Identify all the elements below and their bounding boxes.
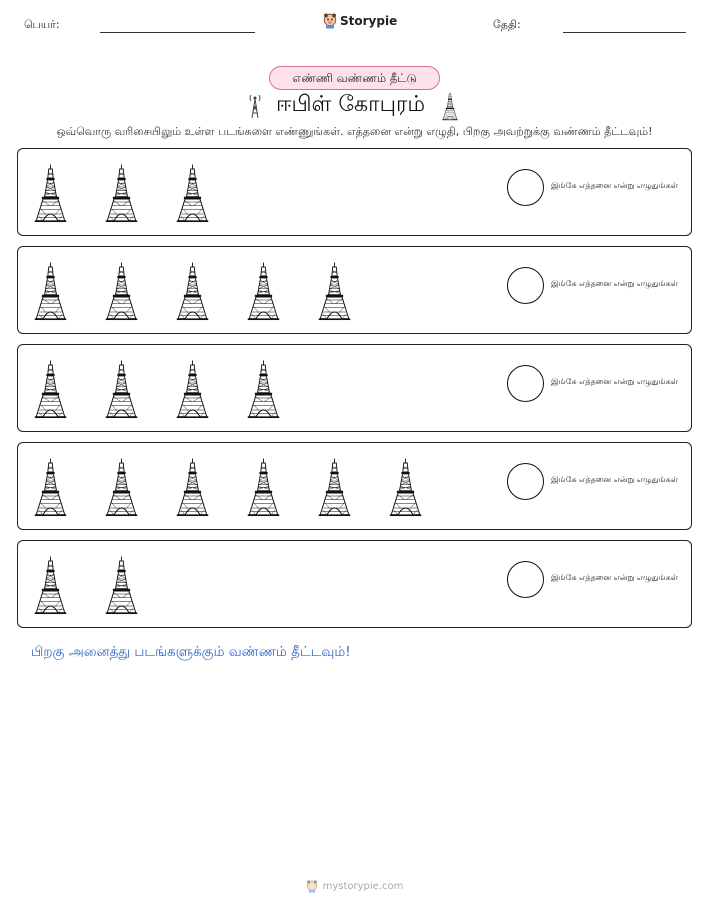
- name-line[interactable]: [100, 32, 255, 33]
- storypie-logo-icon: [306, 880, 318, 893]
- date-line[interactable]: [563, 32, 686, 33]
- answer-hint: இங்கே எத்தனை என்று எழுதுங்கள்: [551, 573, 678, 582]
- counting-row: [17, 246, 692, 334]
- answer-hint: இங்கே எத்தனை என்று எழுதுங்கள்: [551, 377, 678, 386]
- answer-circle[interactable]: [507, 169, 544, 206]
- date-label: தேதி:: [493, 18, 521, 31]
- eiffel-tower-icon[interactable]: [312, 258, 357, 324]
- footer-note: பிறகு அனைத்து படங்களுக்கும் வண்ணம் தீட்டவும்!: [31, 644, 351, 660]
- eiffel-tower-icon[interactable]: [170, 454, 215, 520]
- answer-circle[interactable]: [507, 561, 544, 598]
- page-title: ஈபிள் கோபுரம்: [275, 92, 426, 117]
- storypie-logo: [323, 13, 397, 29]
- counting-row: [17, 442, 692, 530]
- answer-hint: இங்கே எத்தனை என்று எழுதுங்கள்: [551, 475, 678, 484]
- answer-hint: இங்கே எத்தனை என்று எழுதுங்கள்: [551, 279, 678, 288]
- tower-group: [28, 252, 357, 330]
- eiffel-tower-icon[interactable]: [170, 160, 215, 226]
- eiffel-tower-icon: [439, 90, 461, 122]
- eiffel-tower-icon[interactable]: [99, 552, 144, 618]
- answer-circle[interactable]: [507, 365, 544, 402]
- eiffel-tower-icon[interactable]: [99, 258, 144, 324]
- tower-group: [28, 154, 215, 232]
- tower-group: [28, 546, 144, 624]
- name-label: பெயர்:: [24, 18, 60, 31]
- counting-row: [17, 344, 692, 432]
- eiffel-tower-icon[interactable]: [28, 356, 73, 422]
- tower-group: [28, 448, 428, 526]
- eiffel-tower-icon[interactable]: [99, 356, 144, 422]
- eiffel-tower-icon[interactable]: [170, 356, 215, 422]
- storypie-logo-icon: [323, 13, 337, 29]
- counting-row: [17, 148, 692, 236]
- title-row: [0, 90, 709, 122]
- eiffel-tower-icon[interactable]: [241, 356, 286, 422]
- eiffel-tower-icon[interactable]: [28, 258, 73, 324]
- eiffel-tower-icon[interactable]: [383, 454, 428, 520]
- eiffel-tower-icon[interactable]: [99, 454, 144, 520]
- eiffel-tower-icon[interactable]: [312, 454, 357, 520]
- answer-circle[interactable]: [507, 267, 544, 304]
- eiffel-tower-icon[interactable]: [28, 454, 73, 520]
- brand-name: Storypie: [340, 14, 398, 28]
- counting-row: [17, 540, 692, 628]
- eiffel-tower-icon[interactable]: [170, 258, 215, 324]
- answer-hint: இங்கே எத்தனை என்று எழுதுங்கள்: [551, 181, 678, 190]
- tower-group: [28, 350, 286, 428]
- eiffel-tower-icon[interactable]: [99, 160, 144, 226]
- answer-circle[interactable]: [507, 463, 544, 500]
- eiffel-tower-icon[interactable]: [241, 258, 286, 324]
- site-footer: [0, 880, 709, 893]
- antenna-tower-icon: [248, 93, 262, 119]
- instructions: ஒவ்வொரு வரிசையிலும் உள்ள படங்களை எண்ணுங்கள். எத்தனை என்று எழுதி, பிறகு அவற்றுக்கு வண்ணம் தீட்டவும்!: [56, 125, 653, 138]
- eiffel-tower-icon[interactable]: [241, 454, 286, 520]
- eiffel-tower-icon[interactable]: [28, 552, 73, 618]
- eiffel-tower-icon[interactable]: [28, 160, 73, 226]
- site-url: mystorypie.com: [322, 881, 404, 892]
- activity-badge: எண்ணி வண்ணம் தீட்டு: [269, 66, 440, 90]
